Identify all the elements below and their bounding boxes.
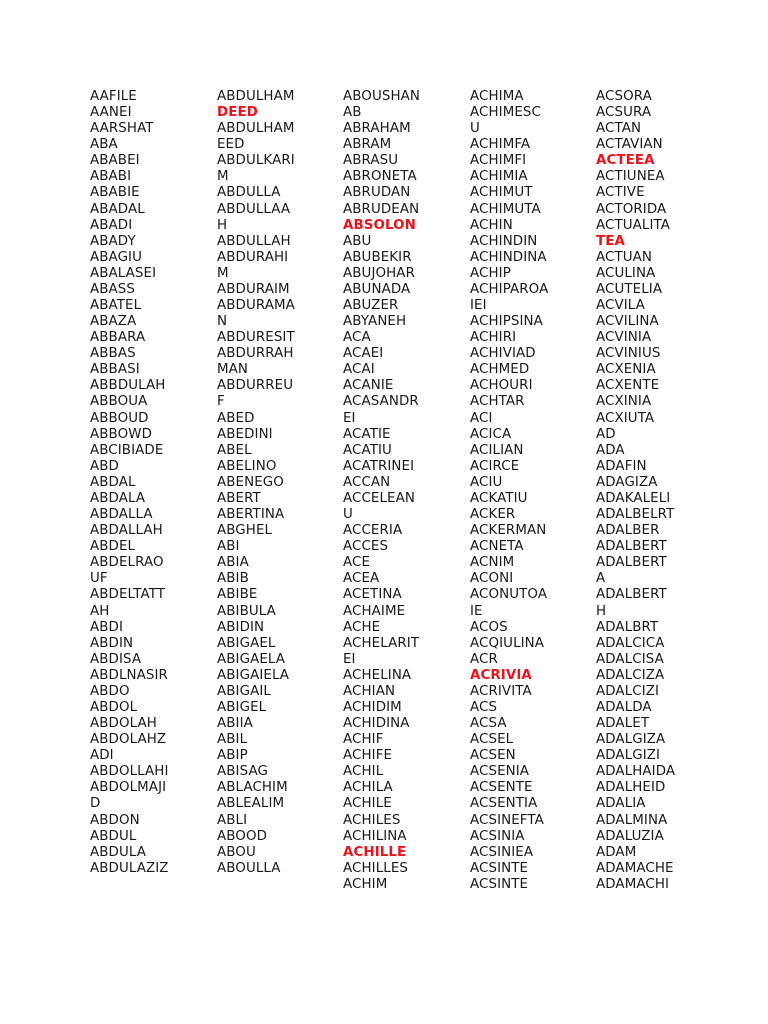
name-entry: ADALHEID: [596, 780, 666, 796]
name-entry: ACHMED: [470, 362, 530, 378]
name-entry: ACHIPSINA: [470, 314, 543, 330]
name-entry: ABGHEL: [217, 523, 273, 539]
highlighted-name-entry: ABSOLON: [343, 217, 416, 233]
name-entry: ABCIBIADE: [90, 442, 164, 458]
name-entry: ACTORIDA: [596, 201, 667, 217]
name-entry: ABATEL: [90, 298, 142, 314]
name-entry: ACHIVIAD: [470, 346, 536, 362]
name-entry: ADAFIN: [596, 458, 647, 474]
name-entry: ABDULHAM: [217, 121, 295, 137]
name-entry: ABEDINI: [217, 426, 273, 442]
name-entry: ACSINEFTA: [470, 812, 544, 828]
name-entry: ABADI: [90, 217, 133, 233]
name-entry: ACSA: [470, 716, 507, 732]
name-entry: ADA: [596, 442, 625, 458]
highlighted-name-entry: ACTEEA: [596, 153, 655, 169]
name-entry: ABED: [217, 410, 255, 426]
name-entry: ABUBEKIR: [343, 249, 412, 265]
name-entry: ACTUALITA: [596, 217, 671, 233]
name-entry: ACTAN: [596, 121, 642, 137]
name-entry: ACCAN: [343, 474, 391, 490]
name-entry: ABOULLA: [217, 860, 281, 876]
name-entry: ACONI: [470, 571, 514, 587]
name-entry: U: [343, 507, 353, 523]
name-entry: ABBAS: [90, 346, 136, 362]
name-entry: ADAM: [596, 844, 637, 860]
name-entry: ABU: [343, 233, 372, 249]
name-entry: ABABIE: [90, 185, 140, 201]
name-entry: ABIGAIL: [217, 683, 271, 699]
name-entry: ACSINTE: [470, 876, 529, 892]
name-entry: ACCERIA: [343, 523, 403, 539]
name-entry: ABBARA: [90, 330, 146, 346]
name-entry: ABDALA: [90, 490, 146, 506]
name-entry: ACIU: [470, 474, 503, 490]
name-entry: ACR: [470, 651, 498, 667]
name-entry: ABRUDEAN: [343, 201, 420, 217]
name-entry: ACHINDINA: [470, 249, 547, 265]
name-entry: AAFILE: [90, 89, 137, 104]
name-entry: ACAI: [343, 362, 375, 378]
name-entry: ABDULKARI: [217, 153, 295, 169]
name-entry: ABLI: [217, 812, 248, 828]
name-entry: M: [217, 169, 229, 185]
name-entry: ADALGIZA: [596, 732, 666, 748]
name-entry: AH: [90, 603, 110, 619]
name-entry: ABDOL: [90, 699, 138, 715]
name-entry: ADAKALELI: [596, 490, 671, 506]
name-entry: ABIGAIELA: [217, 667, 290, 683]
name-entry: ABDEL: [90, 539, 136, 555]
name-entry: ACKER: [470, 507, 516, 523]
name-entry: IEI: [470, 298, 487, 314]
highlighted-name-entry: TEA: [596, 233, 625, 249]
name-entry: ADALET: [596, 716, 650, 732]
name-entry: ABERT: [217, 490, 261, 506]
name-entry: ABBOUD: [90, 410, 149, 426]
name-entry: F: [217, 394, 225, 410]
name-entry: ACUTELIA: [596, 281, 663, 297]
name-entry: ACHILES: [343, 812, 401, 828]
name-entry: ABRONETA: [343, 169, 417, 185]
name-entry: ACCES: [343, 539, 389, 555]
name-entry: ACRIVITA: [470, 683, 532, 699]
name-entry: ACHIM: [343, 876, 388, 892]
name-entry: ABDUL: [90, 828, 137, 844]
name-entry: ACATIU: [343, 442, 392, 458]
name-entry: ACIRCE: [470, 458, 520, 474]
name-entry: EED: [217, 137, 245, 153]
name-entry: ABLEALIM: [217, 796, 285, 812]
name-entry: U: [470, 121, 480, 137]
name-entry: ABRAHAM: [343, 121, 411, 137]
name-entry: AARSHAT: [90, 121, 154, 137]
name-entry: ACICA: [470, 426, 512, 442]
name-entry: ABIP: [217, 748, 248, 764]
name-entry: ACXIUTA: [596, 410, 655, 426]
name-entry: ACNIM: [470, 555, 515, 571]
name-entry: ABDURRAH: [217, 346, 294, 362]
name-entry: ABDELTATT: [90, 587, 166, 603]
name-entry: ABABI: [90, 169, 132, 185]
name-entry: ACHILLES: [343, 860, 408, 876]
name-entry: ABDULLAA: [217, 201, 291, 217]
name-entry: AANEI: [90, 105, 132, 121]
name-entry: ACTIUNEA: [596, 169, 665, 185]
name-entry: ADALBELRT: [596, 507, 675, 523]
name-entry: ADALMINA: [596, 812, 668, 828]
name-entry: ACA: [343, 330, 371, 346]
name-entry: ADALCIZA: [596, 667, 665, 683]
name-entry: ADAMACHE: [596, 860, 674, 876]
name-entry: ABI: [217, 539, 240, 555]
name-entry: ACILIAN: [470, 442, 524, 458]
name-entry: AB: [343, 105, 362, 121]
name-entry: ACSINTE: [470, 860, 529, 876]
name-entry: N: [217, 314, 228, 330]
name-entry: ADALUZIA: [596, 828, 664, 844]
name-entry: ABISAG: [217, 764, 268, 780]
name-entry: ABIDIN: [217, 619, 265, 635]
name-entry: ACHIAN: [343, 683, 396, 699]
name-entry: ABDURAMA: [217, 298, 295, 314]
name-entry: ABEL: [217, 442, 252, 458]
name-entry: ABBOUA: [90, 394, 148, 410]
name-entry: ACE: [343, 555, 371, 571]
name-entry: ABDO: [90, 683, 130, 699]
name-entry: ACATIE: [343, 426, 391, 442]
name-entry: ABADY: [90, 233, 136, 249]
name-entry: ABD: [90, 458, 119, 474]
name-entry: ADAMACHI: [596, 876, 670, 892]
name-entry: ACNETA: [470, 539, 524, 555]
name-entry: ACHIF: [343, 732, 384, 748]
name-entry: ABALASEI: [90, 265, 157, 281]
name-entry: ABDURAHI: [217, 249, 289, 265]
name-entry: ACS: [470, 699, 498, 715]
name-entry: ACHIRI: [470, 330, 517, 346]
name-entry: ACAEI: [343, 346, 384, 362]
name-entry: ABDULA: [90, 844, 146, 860]
name-entry: ABUJOHAR: [343, 265, 415, 281]
name-entry: ACSURA: [596, 105, 652, 121]
name-entry: ABDALLAH: [90, 523, 163, 539]
name-entry: ACVINIA: [596, 330, 652, 346]
name-entry: ADALBRT: [596, 619, 659, 635]
name-entry: ABUZER: [343, 298, 399, 314]
name-entry: ACHIDINA: [343, 716, 410, 732]
name-entry: H: [596, 603, 607, 619]
name-entry: ACVINIUS: [596, 346, 661, 362]
name-entry: ABIA: [217, 555, 249, 571]
name-entry: ABDULAZIZ: [90, 860, 169, 876]
name-entry: ABRAM: [343, 137, 392, 153]
name-entry: ACANIE: [343, 378, 394, 394]
name-entry: ACHIFE: [343, 748, 393, 764]
name-entry: ACSEN: [470, 748, 516, 764]
name-entry: ACSENTIA: [470, 796, 538, 812]
name-entry: ADALDA: [596, 699, 652, 715]
name-entry: A: [596, 571, 606, 587]
name-entry: ABDISA: [90, 651, 142, 667]
name-entry: ABERTINA: [217, 507, 285, 523]
name-entry: ACHIL: [343, 764, 384, 780]
name-entry: ABUNADA: [343, 281, 411, 297]
name-entry: ACHIMIA: [470, 169, 528, 185]
name-entry: H: [217, 217, 228, 233]
name-entry: ACSINIA: [470, 828, 525, 844]
name-entry: ABBASI: [90, 362, 140, 378]
name-entry: ABDOLAHZ: [90, 732, 167, 748]
name-entry: ACHIP: [470, 265, 511, 281]
name-entry: ABDULHAM: [217, 89, 295, 104]
name-entry: ADI: [90, 748, 114, 764]
name-entry: ABA: [90, 137, 118, 153]
name-entry: ACTAVIAN: [596, 137, 663, 153]
name-entry: ACHE: [343, 619, 381, 635]
name-entry: ABENEGO: [217, 474, 284, 490]
name-entry: ABRASU: [343, 153, 399, 169]
name-entry: ADALBERT: [596, 587, 667, 603]
name-entry: ACHTAR: [470, 394, 525, 410]
name-column-1: [90, 89, 208, 877]
name-entry: ABDAL: [90, 474, 136, 490]
name-entry: ABDOLMAJI: [90, 780, 167, 796]
name-entry: ABIBULA: [217, 603, 276, 619]
name-entry: EI: [343, 410, 356, 426]
name-entry: ACHELARIT: [343, 635, 420, 651]
name-entry: ACHIN: [470, 217, 513, 233]
name-entry: ADAGIZA: [596, 474, 658, 490]
name-entry: ABDOLLAHI: [90, 764, 169, 780]
name-entry: ACHOURI: [470, 378, 533, 394]
name-entry: ABDURAIM: [217, 281, 290, 297]
name-entry: ACI: [470, 410, 493, 426]
name-entry: ACHIMUTA: [470, 201, 541, 217]
highlighted-name-entry: DEED: [217, 105, 258, 121]
name-entry: ACEA: [343, 571, 380, 587]
name-entry: ABIB: [217, 571, 249, 587]
name-entry: ACVILINA: [596, 314, 659, 330]
name-entry: ABBOWD: [90, 426, 152, 442]
name-entry: ACSENTE: [470, 780, 533, 796]
name-entry: ABOOD: [217, 828, 268, 844]
name-entry: ABBDULAH: [90, 378, 166, 394]
name-entry: ACETINA: [343, 587, 402, 603]
name-entry: ACATRINEI: [343, 458, 415, 474]
name-entry: ABIGAELA: [217, 651, 286, 667]
name-entry: ACHIPAROA: [470, 281, 549, 297]
name-entry: ACTUAN: [596, 249, 653, 265]
name-entry: ACCELEAN: [343, 490, 415, 506]
name-column-3: [343, 89, 461, 893]
name-entry: ACOS: [470, 619, 508, 635]
name-entry: ACSEL: [470, 732, 514, 748]
name-entry: ACULINA: [596, 265, 656, 281]
name-entry: ABOUSHAN: [343, 89, 420, 104]
name-entry: ACHIMESC: [470, 105, 541, 121]
name-entry: ACXINIA: [596, 394, 652, 410]
name-entry: M: [217, 265, 229, 281]
name-entry: D: [90, 796, 101, 812]
name-entry: ABASS: [90, 281, 136, 297]
name-entry: ACXENTE: [596, 378, 660, 394]
name-entry: ACHILE: [343, 796, 392, 812]
name-entry: ABAGIU: [90, 249, 142, 265]
name-entry: ACXENIA: [596, 362, 656, 378]
name-entry: ABDELRAO: [90, 555, 164, 571]
name-entry: ABDIN: [90, 635, 134, 651]
name-entry: ACSORA: [596, 89, 652, 104]
name-entry: ACHINDIN: [470, 233, 538, 249]
name-entry: ACHIMFA: [470, 137, 531, 153]
name-entry: ADALHAIDA: [596, 764, 676, 780]
name-entry: ADALBER: [596, 523, 660, 539]
name-column-2: [217, 89, 335, 877]
name-entry: ACKATIU: [470, 490, 528, 506]
name-entry: ACHIMUT: [470, 185, 533, 201]
name-entry: EI: [343, 651, 356, 667]
name-entry: ABDURREU: [217, 378, 294, 394]
name-entry: ABOU: [217, 844, 256, 860]
name-entry: ACSINIEA: [470, 844, 534, 860]
name-entry: ABADAL: [90, 201, 145, 217]
name-entry: ADALCIZI: [596, 683, 660, 699]
name-entry: ACHAIME: [343, 603, 406, 619]
name-entry: ABIGEL: [217, 699, 267, 715]
name-entry: ABDURESIT: [217, 330, 295, 346]
name-entry: ABDLNASIR: [90, 667, 168, 683]
name-entry: ADALIA: [596, 796, 646, 812]
name-entry: ABIIA: [217, 716, 253, 732]
name-entry: ABDULLAH: [217, 233, 291, 249]
name-entry: ACONUTOA: [470, 587, 548, 603]
name-entry: ACHILA: [343, 780, 393, 796]
name-entry: ABIGAEL: [217, 635, 276, 651]
name-entry: ACHILINA: [343, 828, 407, 844]
name-entry: ADALCISA: [596, 651, 664, 667]
name-entry: ACTIVE: [596, 185, 645, 201]
name-entry: ADALBERT: [596, 539, 667, 555]
name-entry: ACHIMA: [470, 89, 524, 104]
name-entry: ABDON: [90, 812, 140, 828]
name-entry: MAN: [217, 362, 249, 378]
name-entry: ABDALLA: [90, 507, 153, 523]
name-entry: ACHELINA: [343, 667, 412, 683]
name-entry: ABDULLA: [217, 185, 281, 201]
name-entry: ABABEI: [90, 153, 140, 169]
name-entry: ACVILA: [596, 298, 645, 314]
name-entry: ABYANEH: [343, 314, 407, 330]
name-entry: ABAZA: [90, 314, 137, 330]
name-entry: ABELINO: [217, 458, 277, 474]
name-entry: ACSENIA: [470, 764, 530, 780]
name-entry: ACASANDR: [343, 394, 419, 410]
name-entry: ACHIMFI: [470, 153, 527, 169]
name-entry: ADALBERT: [596, 555, 667, 571]
name-entry: ABLACHIM: [217, 780, 288, 796]
highlighted-name-entry: ACRIVIA: [470, 667, 532, 683]
name-entry: ACHIDIM: [343, 699, 402, 715]
name-entry: ACKERMAN: [470, 523, 547, 539]
highlighted-name-entry: ACHILLE: [343, 844, 407, 860]
name-entry: UF: [90, 571, 108, 587]
name-column-4: [470, 89, 588, 893]
name-entry: IE: [470, 603, 483, 619]
name-entry: ABDI: [90, 619, 124, 635]
name-entry: AD: [596, 426, 616, 442]
name-entry: ADALGIZI: [596, 748, 661, 764]
name-entry: ABIBE: [217, 587, 258, 603]
name-entry: ADALCICA: [596, 635, 665, 651]
name-entry: ACQIULINA: [470, 635, 545, 651]
name-entry: ABDOLAH: [90, 716, 157, 732]
name-entry: ABIL: [217, 732, 248, 748]
name-column-5: [596, 89, 714, 893]
name-entry: ABRUDAN: [343, 185, 411, 201]
